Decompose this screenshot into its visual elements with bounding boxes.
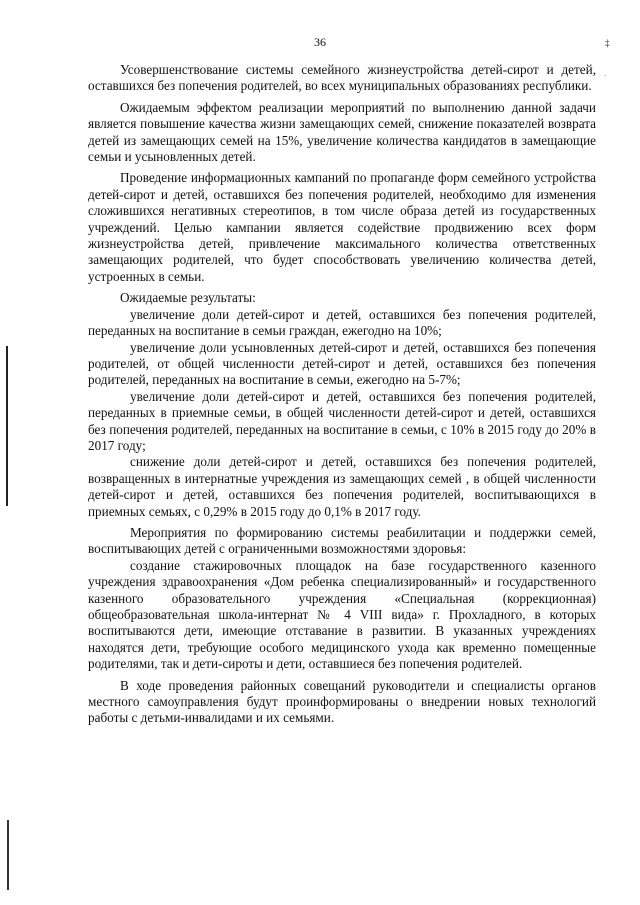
- paragraph-rehab-heading: Мероприятия по формированию системы реабилитации и поддержки семей, воспитывающих детей с ограниченными возможностями здоровья:: [88, 524, 596, 557]
- paragraph-result-1: увеличение доли детей-сирот и детей, оставшихся без попечения родителей, переданных на воспитание в семьи граждан, ежегодно на 10%;: [88, 306, 596, 339]
- document-body: [88, 62, 596, 727]
- paragraph-result-4: снижение доли детей-сирот и детей, оставшихся без попечения родителей, возвращенных в интернатные учреждения из замещающих семей , в общей численности детей-сирот и детей, оставшихся без попечения родителей, воспитывающихся в приемных семьях, с 0,29% в 2015 году до 0,1% в 2017 году.: [88, 454, 596, 519]
- corner-dot: ·: [604, 72, 607, 80]
- paragraph-info-campaigns: Проведение информационных кампаний по пропаганде форм семейного устройства детей-сирот и детей, оставшихся без попечения родителей, необходимо для изменения сложившихся негативных стереотипов, в том числе образа детей из государственных учреждений. Целью кампании является содействие продвижению всех форм жизнеустройства детей, привлечение максимального количества ответственных замещающих родителей, что будет способствовать увеличению количества детей, устроенных в семьи.: [88, 170, 596, 284]
- paragraph-result-2: увеличение доли усыновленных детей-сирот и детей, оставшихся без попечения родителей, от общей численности детей-сирот и детей, оставшихся без попечения родителей, переданных на воспитание в семьи, ежегодно на 5-7%;: [88, 339, 596, 388]
- paragraph-results-heading: Ожидаемые результаты:: [120, 290, 256, 306]
- margin-line: [6, 346, 8, 506]
- corner-mark: ‡: [605, 38, 610, 48]
- paragraph-expected-effect: Ожидаемым эффектом реализации мероприятий по выполнению данной задачи является повышение качества жизни замещающих семей, снижение показателей возврата детей из замещающих семей на 15%, увеличение количества кандидатов в замещающие семьи и усыновленных детей.: [88, 99, 596, 165]
- page-number: 36: [314, 35, 326, 49]
- paragraph-goal: Усовершенствование системы семейного жизнеустройства детей-сирот и детей, оставшихся без попечения родителей, во всех муниципальных образованиях республики.: [88, 62, 596, 94]
- margin-line-bottom: [7, 820, 9, 890]
- paragraph-result-3: увеличение доли детей-сирот и детей, оставшихся без попечения родителей, переданных в приемные семьи, в общей численности детей-сирот и детей, оставшихся без попечения родителей, переданных на воспитание в семьи, с 10% в 2015 году до 20% в 2017 году;: [88, 388, 596, 453]
- paragraph-training-sites: создание стажировочных площадок на базе государственного казенного учреждения здравоохранения «Дом ребенка специализированный» и государственного казенного образовательного учреждения «Специальная (коррекционная) общеобразовательная школа-интернат № 4 VIII вида» г. Прохладного, в которых воспитываются дети, имеющие отставание в развитии. В указанных учреждениях находятся дети, требующие особого медицинского ухода как временно помещенные родителями, так и дети-сироты и дети, оставшиеся без попечения родителей.: [88, 557, 596, 672]
- paragraph-meetings: В ходе проведения районных совещаний руководители и специалисты органов местного самоуправления будут проинформированы о внедрении новых технологий работы с детьми-инвалидами и их семьями.: [88, 677, 596, 726]
